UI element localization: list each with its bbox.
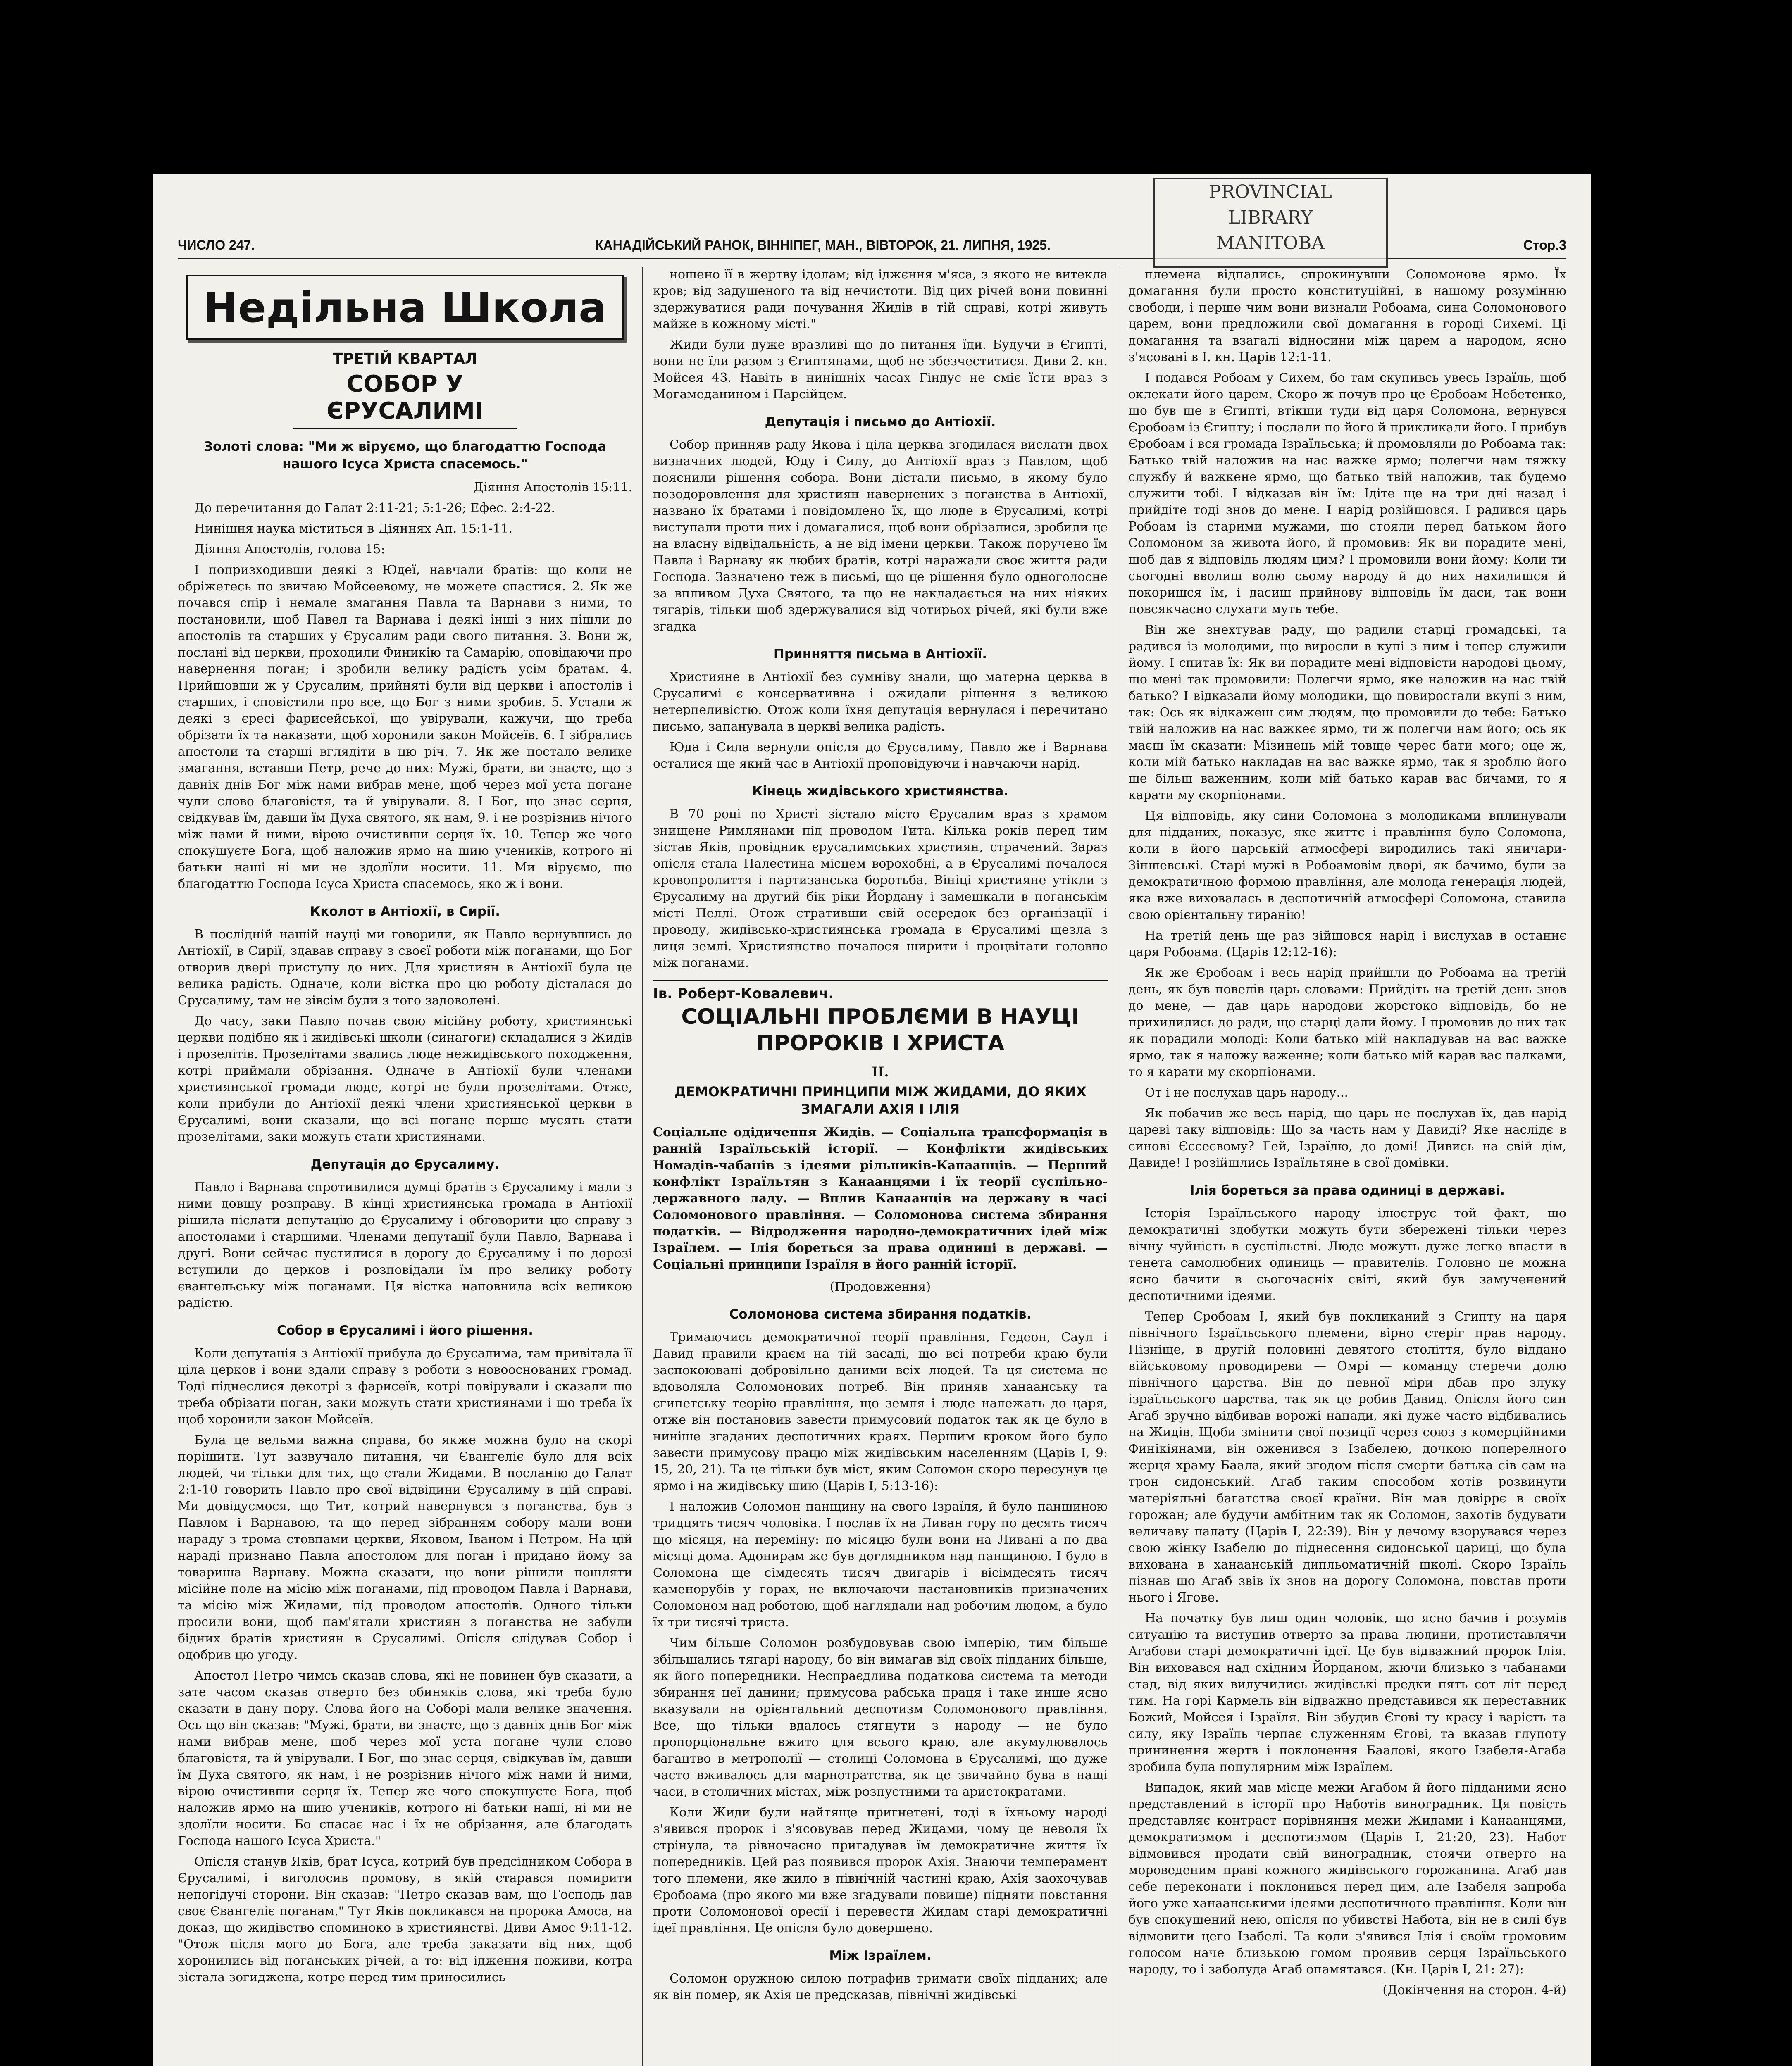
paragraph: І попризходивши деякі з Юдеї, навчали братів: що коли не обріжетесь по звичаю Мойсеевому, не можете спастися. 2. Як же почався спір і немале змагання Павла та Варнави з ними, то постановили, щоб Павел та Варнава і деякі інші з них пішли до апостолів та старших у Єрусалим ради свого питання. 3. Вони ж, послані від церкви, проходили Финикію та Самарію, оповідаючи про навернення поган; і зробили велику радість усім братам. 4. Прийшовши ж у Єрусалим, прийняті були від церкви і апостолів і старших, і сповістили про все, що Бог з ними зробив. 5. Устали ж деякі з єресі фарисейської, що увірували, кажучи, що треба обрізати їх та наказати, щоб хоронили закон Мойсеїв. 6. І зібрались апостоли та старші вглядіти в цю річ. 7. Як же постало велике змагання, вставши Петр, рече до них: Мужі, брати, ви знаєте, що з давніх днів Бог між нами вибрав мене, щоб через мої уста погане чули слово благовістя, та й увірували. 8. І Бог, що знає серця, свідкував їм, давши їм Духа святого, як нам, 9. і не розрізнив нічого між нами й ними, вірою очистивши серця їх. 10. Тепер же чого спокушуєте Бога, щоб наложив ярмо на шию учеників, котрого ні батьки наші ні ми не здолїли носити. 11. Ми віруємо, що благодаттю Господа Ісуса Христа спасемось, яко ж і вони. [178,563,632,891]
quarter-heading: ТРЕТІЙ КВАРТАЛ [333,350,477,367]
sunday-school-banner: Недільна Школа [186,275,624,340]
paragraph: Жиди були дуже вразливі що до питання їди. Будучи в Єгипті, вони не їли разом з Єгиптянами, щоб не збезчеститися. Диви 2. кн. Мойсея 43. Навіть в нинішніх часах Гіндус не сміє їсти враз з Могамеданином і Парсійцем. [653,338,1108,402]
paragraph: В 70 році по Христі зістало місто Єрусалим враз з храмом знищене Римлянами під проводом Тита. Кілька років перед тим зістав Яків, провідник єрусалимських християн, страчений. Зараз опісля стала Палестина місцем ворохобні, а в Єрусалимі почалося кровопролиття і партизанська боротьба. Вініці християне утікли з Єрусалиму на другий бік ріки Йордану і замешкали в поганськім місті Пеллі. Отож стративши свій осередок без організації і проводу, жидівсько-християнська громада в Єрусалимі щезла з лиця землі. Християнство почалося ширити і процвітати головно між поганами. [653,807,1108,970]
page-number: Стор.3 [1523,238,1566,252]
column-1 [178,267,632,2066]
paragraph: Коли Жиди були найтяще пригнетені, тоді в їхньому народі з'явився пророк і з'ясовував перед Жидами, чому це неволя їх стрінула, та рівночасно пригадував їм демократичне життя їх попередників. Цей раз появився пророк Ахія. Знаючи темперамент того племени, яке жило в північній частині краю, Ахія заохочував Єробоама (про якого ми вже згадували повище) підняти повстання проти Соломонової оресії і перевести Жидам старі демократичні ідеї правління. Це опісля було довершено. [653,1805,1108,1935]
stamp-line: LIBRARY [1228,207,1313,228]
continuation-note: (Продовження) [829,1280,931,1294]
paragraph: В послідній нашій науці ми говорили, як Павло вернувшись до Антіохії, в Сирії, здавав справу з своєї роботи між поганами, що Бог отворив двері приступу до них. Для християн в Антіохії була це велика радість. Одначе, коли вістка про цю роботу дісталася до Єрусалиму, там не зівсім були з того задоволені. [178,927,632,1008]
paragraph: Була це вельми важна справа, бо якже можна було на скорі порішити. Тут зазвучало питання, чи Євангеліє було для всіх людей, чи тільки для тих, що стали Жидами. В посланію до Галат 2:1-10 говорить Павло про свої відвідини Єрусалиму в цій справі. Ми довідуємося, що Тит, котрий навернувся з поганства, був з Павлом і Варнавою, та що перед зібранням собору мали вони нараду з трома стовпами церкви, Яковом, Іваном і Петром. На цій нараді признано Павла апостолом для поган і придано йому за товариша Варнаву. Можна сказати, що вони рішили пошляти місійне поле на місію між поганами, під проводом Павла і Варнави, та місію між Жидами, під проводом апостолів. Одного тільки просили вони, щоб пам'ятали християн з поганства не забули бідних братів християн в Єрусалимі. Опісля слідував Собор і одобрив цю угоду. [178,1433,632,1662]
paragraph: Християне в Антіохії без сумніву знали, що матерна церква в Єрусалимі є консервативна і ожидали рішення з великою нетерпеливістю. Отож коли їхня депутація вернулася і перечитано письмо, запанувала в церкві велика радість. [653,670,1108,734]
article-separator [653,980,1108,981]
paragraph: Апостол Петро чимсь сказав слова, які не повинен був сказати, а зате часом сказав отверто без обиняків слова, які треба було сказати в дану пору. Слова його на Соборі мали велике значення. Ось що він сказав: "Мужі, брати, ви знаєте, що з давніх днів Бог між нами вибрав мене, щоб через мої уста погане чули слово благовістя, та й увірували. І Бог, що знає серця, свідкував їм, давши їм Духа святого, як нам, і не розрізнив нічого між нами й ними, вірою очистивши серця їх. Тепер же чого спокушуєте Бога, щоб наложив ярмо на шию учеників, котрого ні батьки наші, ні ми не здолїли носити. Бо спасає нас і їх не обрізання, але благодать Господа нашого Ісуса Христа." [178,1669,632,1848]
article-title: СОЦІАЛЬНІ ПРОБЛЄМИ В НАУЦІ ПРОРОКІВ І ХРИСТА [681,1004,1079,1056]
paragraph: На початку був лиш один чоловік, що ясно бачив і розумів ситуацію та виступив отверто за права людини, протиставлячи Агабови старі демократичні ідеї. Це був відважний пророк Ілія. Він виховався над східним Йорданом, жючи близько з чабанами стад, від яких вилучились жидівські предки пять сот літ перед тим. На горі Кармель він відважно представився як переставник Божий, Мойсея і Ізраїля. Він збудив Єгові ту красу і варість та силу, яку Ізраїль черпає служенням Єгові, та вказав глупоту прининення жертв і поклонення Баалові, якого Ізабеля-Агаба зробила була популярним між Ізраїлем. [1128,1611,1566,1774]
article-byline: Ів. Роберт-Ковалевич. [653,985,834,1002]
paragraph: Юда і Сила вернули опісля до Єрусалиму, Павло же і Варнава осталися ще який час в Антіохії проповідуючи і навчаючи нарід. [653,740,1108,771]
section-heading: Принняття письма в Антіохії. [773,647,987,662]
paragraph: Випадок, який мав місце межи Агабом й його підданими ясно представлений в історії про Наботів виноградник. Ця повість представляє контраст порівняння межи Жидами і Канаанцями, демократизмом і деспотизмом (Царів І, 21:20, 23). Набот відмовився продати свій виноградник, стоячи отверто на мороведеним праві кожного жидівського горожанина. Агаб дав себе переконати і поклонився перед цим, але Ізабеля запроба його уже ханаанськими ідеями деспотичного правління. Коли він був спокушений нею, опісля по убивстві Набота, він не в силі був відмовити цего Ізабелі. Та коли з'явився Ілія і своїм громовим голосом наче близькою гомом проявив серця Ізраїльського народу, то і заболуда Агаб опамятався. (Кн. Царів І, 21: 27): [1128,1780,1566,1977]
section-heading: Депутація і письмо до Антіохії. [765,414,996,429]
reference: До перечитання до Галат 2:11-21; 5:1-26; Ефес. 2:4-22. [194,501,555,515]
paragraph: На третій день ще раз зійшовся нарід і вислухав в останнє царя Робоама. (Царів 12:12-16): [1128,928,1566,959]
issue-number: ЧИСЛО 247. [178,238,255,252]
paragraph: Павло і Варнава спротивилися думці братів з Єрусалиму і мали з ними довшу розправу. В кінці християнська громада в Антіохії рішила післати депутацію до Єрусалиму і обговорити цю справу з апостолами і старшими. Членами депутації були Павло, Варнава і другі. Вони сейчас пустилися в дорогу до Єрусалиму і по дорозі вступили до церков і розповідали їм про велику роботу євангельську між поганами. Ця вістка наповнила всіх великою радістю. [178,1180,632,1310]
column-2 [653,267,1108,2066]
section-heading: Між Ізраїлем. [829,1948,932,1963]
newspaper-page [153,174,1591,2066]
paragraph: Він же знехтував раду, що радили старці громадські, та радився із молодими, що виросли в купі з ним і тепер служили йому. І спитав їх: Як ви порадите мені відповісти народові цьому, що мені так промовили: Полегчи ярмо, яке наложив на нас твій батько? І відказали йому молодики, що повиростали вкупі з ним, так: Ось як відкажеш сим людям, що промовили до тебе: Батько твій наложив на нас важкеє ярмо, ти ж полегчи нам його; ось як маєш їм сказати: Мізинець мій товще черес бати мого; оце ж, коли мій батько накладав на вас важке ярмо, так я зроблю його ще більш важенним, коли мій батько карав вас бичами, то я карати му скорпіонами. [1128,623,1566,802]
lesson-title: СОБОР У ЄРУСАЛИМІ [293,371,517,429]
paragraph: Історія Ізраїльського народу ілюструє той факт, що демократичні здобутки можуть бути збережені тільки через вічну чуйність в суспільстві. Люде можуть дуже легко впасти в тенета самолюбних одиниць — правителів. Головно це можна ясно бачити в сьогочасніх світі, який був замученений деспотичними ідеями. [1128,1206,1566,1303]
paragraph: Собор принняв раду Якова і ціла церква згодилася вислати двох визначних людей, Юду і Силу, до Антіохії враз з Павлом, щоб пояснили рішення собора. Вони дістали письмо, в якому було позодоровлення для християн навернених з поганства в Антіохії, названо їх братами і повідомлено їх, що люде в Єрусалимі, котрі виступали проти них і домагалися, щоб вони обрізалися, зробили це на власну відвідальність, а не від імени церкви. Також поручено їм Павла і Варнаву як любих братів, котрі наражали своє життя ради Господа. Зазначено теж в письмі, що це рішення було одноголосне за впливом Духа Святого, та що не накладається на них ніяких тягарів, тільки щоб здержувалися від чотирьох річей, які були вже згадка [653,438,1108,634]
section-heading: Собор в Єрусалимі і його рішення. [276,1323,533,1338]
section-heading: Кколот в Антіохії, в Сирії. [310,904,500,919]
paragraph: І наложив Соломон панщину на свого Ізраїля, й було панщиною тридцять тисяч чоловіка. І послав їх на Ливан гору по десять тисяч що місяця, на переміну: по місяцю були вони на Ливані а по два місяці дома. Адонирам же був доглядником над панщиною. І було в Соломона ще сімдесять тисяч двигарів і вісімдесять тисяч каменорубів у горах, не включаючи настановників призначених Соломоном над роботою, щоб наглядали над робочим людом, а було їх три тисячі триста. [653,1500,1108,1630]
section-heading: Кінець жидівського християнства. [752,784,1009,799]
paragraph: От і не послухав царь народу... [1145,1085,1349,1100]
paragraph: Чим більше Соломон розбудовував свою імперію, тим більше збільшались тягарі народу, бо він вимагав від своїх підданих більше, як його попередники. Неспраєдлива податкова система та методи збирання цеї данини; примусова рабська праця і таке инше ясно вказували на орієнтальний деспотизм Соломонового правління. Все, що тільки вдалось стягнути з народу — не було пропорціональне вжито для всього краю, але акумулювалось багацтво в метрополії — столиці Соломона в Єрусалимі, що дуже часто вживалось для марнотратства, як це звичайно бува в нащі часи, в столичних містах, між розпустними та аристократами. [653,1636,1108,1799]
paragraph: Як побачив же весь нарід, що царь не послухав їх, дав нарід цареві таку відповідь: Що за часть нам у Давиді? Яке наслідє в синові Єссеєвому? Гей, Ізраїлю, до домі! Дивись на свій дім, Давиде! І розійшлись Ізраїльтяне в свої домівки. [1128,1106,1566,1170]
reference: Діяння Апостолів 15:11. [473,480,632,495]
golden-words: Золоті слова: "Ми ж віруємо, що благодаттю Господа нашого Ісуса Христа спасемось." [203,439,607,471]
paragraph: До часу, заки Павло почав свою місійну роботу, християнські церкви подібно як і жидівські школи (синагоги) складалися з Жидів і прозелітів. Прозелітами звались люде нежидівського походження, котрі приймали обрізання. Одначе в Антіохії були членами християнської громади люде, котрі не були прозелітами. Отже, коли прибули до Антіохії деякі члени християнської церкви в Єрусалимі, вони сказали, що всі погане перше мусять стати прозелітами, заки можуть стати християнами. [178,1014,632,1144]
paragraph: І подався Робоам у Сихем, бо там скупивсь увесь Ізраїль, щоб оклекати його царем. Скоро ж почув про це Єробоам Небетенко, що був ще в Єгипті, втікши туди від царя Соломона, вернувся Єробоам із Єгипту; і послали по його й прикликали його. І прибув Єробоам і вся громада Ізраїльська; й промовляли до Робоама так: Батько твій наложив на нас важке ярмо; полегчи нам тяжку службу й важкене ярмо, що батько твій наложив, так будемо служити тобі. І відказав він їм: Ідіте ще на три дні назад і прийдіте тоді знов до мене. І нарід розійшовся. І радився царь Робоам із старими мужами, що стояли перед батьком його Соломоном за живота його, й промовив: Як ви порадите мені, щоб дав я відповідь людям цим? І промовили вони йому: Коли ти сьогодні вволиш волю сьому народу й до них нахилишся й покоришся їм, і дасиш прийнову відповідь їм даси, так вони повсякчасно слухати муть тебе. [1128,371,1566,616]
paragraph: ношено її в жертву ідолам; від іджєння м'яса, з якого не витекла кров; від задушеного та від нечистоти. Від цих річей вони повинні здержуватися ради почування Жидів в тій справі, котрі живуть майже в кожному місті." [653,267,1108,331]
article-summary: Соціальне одідичення Жидів. — Соціальна трансформація в ранній Ізраїльській історії. — Конфлікти жидівських Номадів-чабанів з ідеями рільників-Канаанців. — Перший конфлікт Ізраїльтян з Канаанцями і їх теорії суспільно-державного ладу. — Вплив Канаанців на державу в часі Соломонового правління. — Соломонова система збирання податків. — Відродження народно-демократичних ідей між Ізраїлем. — Ілія бореться за права одиниці в державі. — Соціальні принципи Ізраїля в його ранній історії. [653,1125,1108,1272]
continued-note: (Докінчення на сторон. 4-й) [1382,1983,1566,1997]
paragraph: Як же Єробоам і весь нарід прийшли до Робоама на третій день, як був повелів царь словами: Прийдіть на третій день знов до мене, — дав царь народови жорстоко відповідь, бо не прихилились до ради, що старці дали йому. І промовив до них так як порадили молоді: Коли батько мій накладував на вас важке ярмо, так я наложу важенне; коли батько мій карав вас палками, то я карати му скорпіонами. [1128,966,1566,1079]
paragraph: Соломон оружною силою потрафив тримати своїх підданих; але як він помер, як Ахія це предсказав, північні жидівські [653,1971,1108,2002]
section-heading: Депутація до Єрусалиму. [310,1157,500,1172]
section-heading: Соломонова система збирання податків. [729,1307,1032,1322]
paragraph: Коли депутація з Антіохії прибула до Єрусалима, там привітала її ціла церков і вони здали справу з роботи з новооснованих громад. Тоді піднеслися декотрі з фарисеїв, котрі повірували і сказали що треба обрізати поган, заки можуть стати християнами і що треба їх щоб хоронили закон Мойсеїв. [178,1346,632,1427]
stamp-line: PROVINCIAL [1209,181,1332,202]
paragraph: Тепер Єробоам I, який був покликаний з Єгипту на царя північного Ізраїльського племени, вірно стеріг прав народу. Пізніще, в другій половині девятого століття, було віддано військовому проводиреви — Омрі — команду стеречи долю північного царства. Він до певної міри дбав про злуку ізраїльського царства, так як це робив Давид. Опісля його син Агаб зручно відбивав ворожі напади, які дуже часто відбивались на Жидів. Щоби змінити свої позиції через союз з комерційними Финікіянами, він оженився з Ізабелею, дочкою поперелного жерця храму Баала, який згодом після смерти батька сів сам на трон сидонський. Агаб таким способом хотів розвинути матеріяльні багатства своєї країни. Він мав довіррє в своїх горожан; але будучи амбітним так як Соломон, захотів будувати величаву палату (Царів І, 22:39). Він у дечому взорувався через свою жінку Ізабелю до піднесення сидонської цариці, що була вихована в ханаанській дипльоматичній школі. Скоро Ізраїль пізнав що Агаб звів їх знов на дорогу Соломона, повстав проти нього і Ягове. [1128,1309,1566,1605]
column-rule [642,267,643,2066]
stamp-line: MANITOBA [1216,233,1325,254]
part-number: II. [872,1064,889,1080]
library-stamp [1153,178,1388,268]
column-3 [1128,267,1566,2066]
reference: Нинішня наука міститься в Діяннях Ап. 15:1-11. [194,521,513,536]
reference: Діяння Апостолів, голова 15: [194,542,385,557]
paragraph: Ця відповідь, яку сини Соломона з молодиками вплинували для підданих, показує, яке життє і правління було Соломона, коли в його царській атмосфері виродились такі яничари-Зіншевські. Старі мужі в Робоамовім дворі, як бачимо, були за демократичною формою правління, але молода генерація людей, яка вже виховалась в деспотичній атмосфері Соломона, ставила свою орієнтальну тиранію! [1128,809,1566,922]
paragraph: племена відпались, спрокинувши Соломонове ярмо. Їх домагання були просто конституційні, в нашому розумінню свободи, і перше чим вони визнали Робоама, сина Соломонового царем, вони предложили свої домагання в городі Сихемі. Ці домагання та взагалі відносини між царем а народом, ясно з'ясовані в І. кн. Царів 12:1-11. [1128,267,1566,364]
paragraph: Опісля станув Яків, брат Ісуса, котрий був предсідником Собора в Єрусалимі, і виголосив промову, в якій старався помирити непогідучі сторони. Він сказав: "Петро сказав вам, що Господь дав своє Євангеліє поганам." Тут Яків покликався на пророка Амоса, на доказ, що жидівство споминоко в християнстві. Диви Амос 9:11-12. "Отож після мого до Бога, але треба заказати від них, щоб хоронились від поганських річей, а то: від ідження поживи, котра зістала зогиджена, котре перед тим приносились [178,1854,632,1985]
paragraph: Тримаючись демократичної теорії правління, Гедеон, Саул і Давид правили краєм на тій засаді, що всі потреби краю були заспокоювані добровільно даними всіх людей. Та ця система не вдоволяла Соломонових потреб. Він приняв ханаанську та єгипетську теорію правління, що земля і люде належать до царя, отже він постановив завести примусовий податок так як це було в ниніше згаданих деспотичних краях. Першим кроком його було завести примусову працю між жидівським населенням (Царів І, 9: 15, 20, 21). Та це тільки був міст, яким Соломон скоро пересунув це ярмо і на жидівську шию (Царів І, 5:13-16): [653,1330,1108,1493]
article-subtitle: ДЕМОКРАТИЧНІ ПРИНЦИПИ МІЖ ЖИДАМИ, ДО ЯКИХ ЗМАГАЛИ АХІЯ І ІЛІЯ [674,1084,1087,1117]
newspaper-title: КАНАДІЙСЬКИЙ РАНОК, ВІННІПЕГ, МАН., ВІВТОРОК, 21. ЛИПНЯ, 1925. [595,238,1051,252]
section-heading: Ілія бореться за права одиниці в державі. [1190,1183,1505,1198]
